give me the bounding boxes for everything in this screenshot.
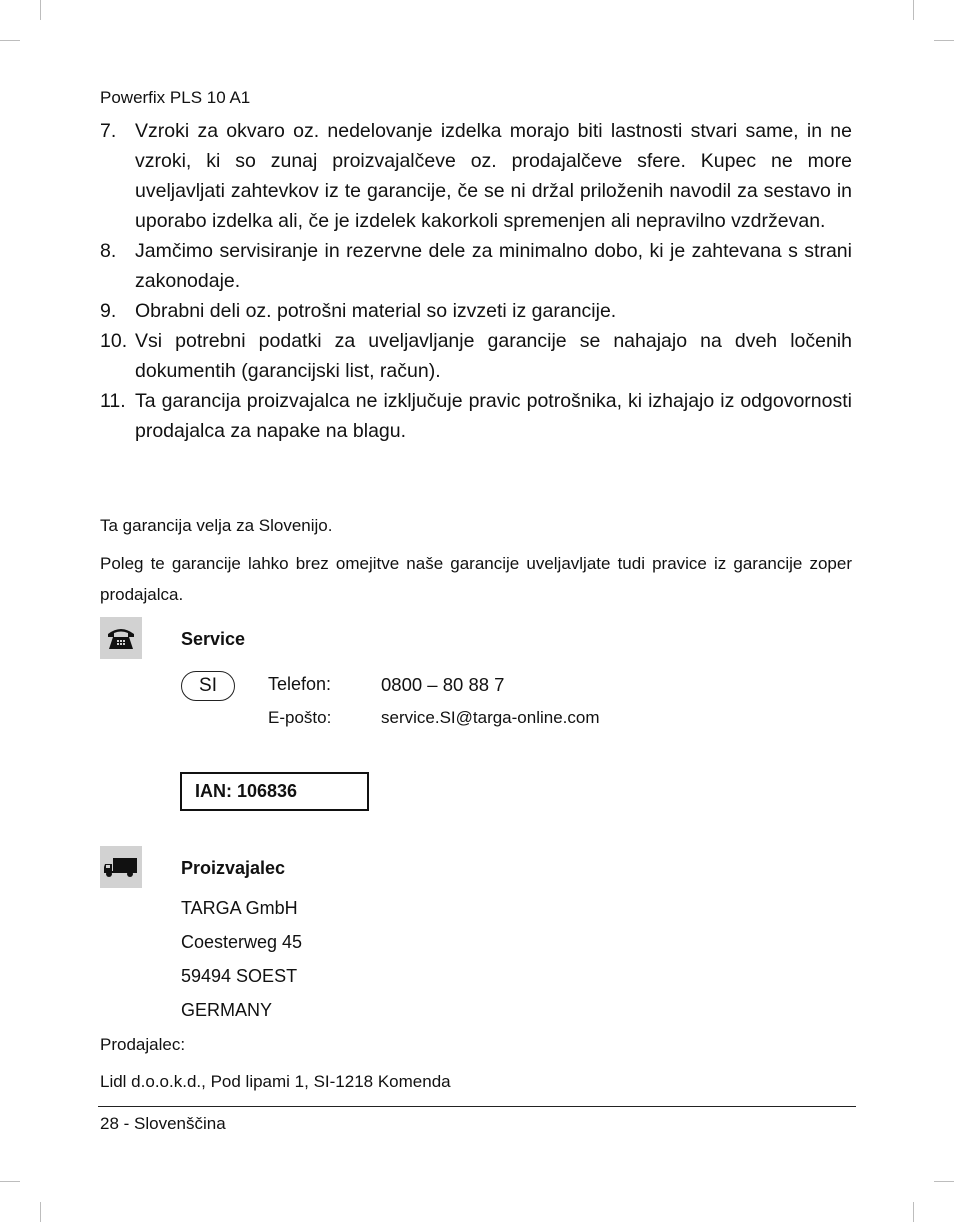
country-code: SI bbox=[199, 675, 217, 696]
list-text: Ta garancija proizvajalca ne izključuje pravic potrošnika, ki izhajajo iz odgovornosti prodajalca za napake na blagu. bbox=[135, 390, 852, 442]
crop-mark bbox=[0, 40, 20, 41]
manufacturer-city: 59494 SOEST bbox=[181, 966, 298, 986]
crop-mark bbox=[913, 0, 914, 20]
service-heading: Service bbox=[181, 629, 246, 649]
page-footer: 28 - Slovenščina bbox=[100, 1114, 226, 1133]
phone-label: Telefon: bbox=[268, 674, 332, 694]
list-number: 10. bbox=[100, 330, 128, 352]
ian-number: IAN: 106836 bbox=[195, 781, 298, 801]
list-item bbox=[100, 326, 852, 386]
crop-mark bbox=[934, 40, 954, 41]
manufacturer-heading: Proizvajalec bbox=[181, 858, 286, 878]
list-item bbox=[100, 236, 852, 296]
list-text: Jamčimo servisiranje in rezervne dele za minimalno dobo, ki je zahtevana s strani zakonodaje. bbox=[135, 240, 852, 292]
footer-divider bbox=[98, 1106, 856, 1107]
list-number: 11. bbox=[100, 390, 126, 412]
list-text: Vzroki za okvaro oz. nedelovanje izdelka morajo biti lastnosti stvari same, in ne vzroki, ki so zunaj proizvajalčeve oz. prodajalčeve sfere. Kupec ne more uveljavljati zahtevkov iz te garancije, če se ni držal priloženih navodil za sestavo in uporabo izdelka ali, če je izdelek kakorkoli spremenjen ali nepravilno vzdrževan. bbox=[135, 120, 852, 232]
email-address: service.SI@targa-online.com bbox=[381, 708, 600, 727]
list-item bbox=[100, 116, 852, 236]
warranty-list bbox=[100, 116, 852, 446]
list-text: Obrabni deli oz. potrošni material so izvzeti iz garancije. bbox=[135, 300, 617, 322]
list-item bbox=[100, 386, 852, 446]
list-number: 9. bbox=[100, 300, 117, 322]
page-header: Powerfix PLS 10 A1 bbox=[100, 88, 251, 107]
crop-mark bbox=[913, 1202, 914, 1222]
country-badge bbox=[181, 671, 235, 701]
crop-mark bbox=[40, 1202, 41, 1222]
ian-box bbox=[180, 772, 369, 811]
email-label: E-pošto: bbox=[268, 708, 332, 727]
list-item bbox=[100, 296, 852, 326]
crop-mark bbox=[40, 0, 41, 20]
list-text: Vsi potrebni podatki za uveljavljanje garancije se nahajajo na dveh ločenih dokumentih (garancijski list, račun). bbox=[135, 330, 852, 382]
seller-label: Prodajalec: bbox=[100, 1035, 186, 1054]
manufacturer-street: Coesterweg 45 bbox=[181, 932, 303, 952]
manufacturer-country: GERMANY bbox=[181, 1000, 273, 1020]
list-number: 8. bbox=[100, 240, 117, 262]
manufacturer-company: TARGA GmbH bbox=[181, 898, 298, 918]
telephone-icon bbox=[100, 617, 142, 659]
seller-address: Lidl d.o.o.k.d., Pod lipami 1, SI-1218 Komenda bbox=[100, 1072, 451, 1091]
phone-number: 0800 – 80 88 7 bbox=[381, 674, 505, 695]
crop-mark bbox=[0, 1181, 20, 1182]
crop-mark bbox=[934, 1181, 954, 1182]
list-number: 7. bbox=[100, 120, 117, 142]
validity-text: Ta garancija velja za Slovenijo. bbox=[100, 516, 333, 535]
truck-icon bbox=[100, 846, 142, 888]
additional-rights-text: Poleg te garancije lahko brez omejitve naše garancije uveljavljate tudi pravice iz garancije zoper prodajalca. bbox=[100, 554, 852, 604]
